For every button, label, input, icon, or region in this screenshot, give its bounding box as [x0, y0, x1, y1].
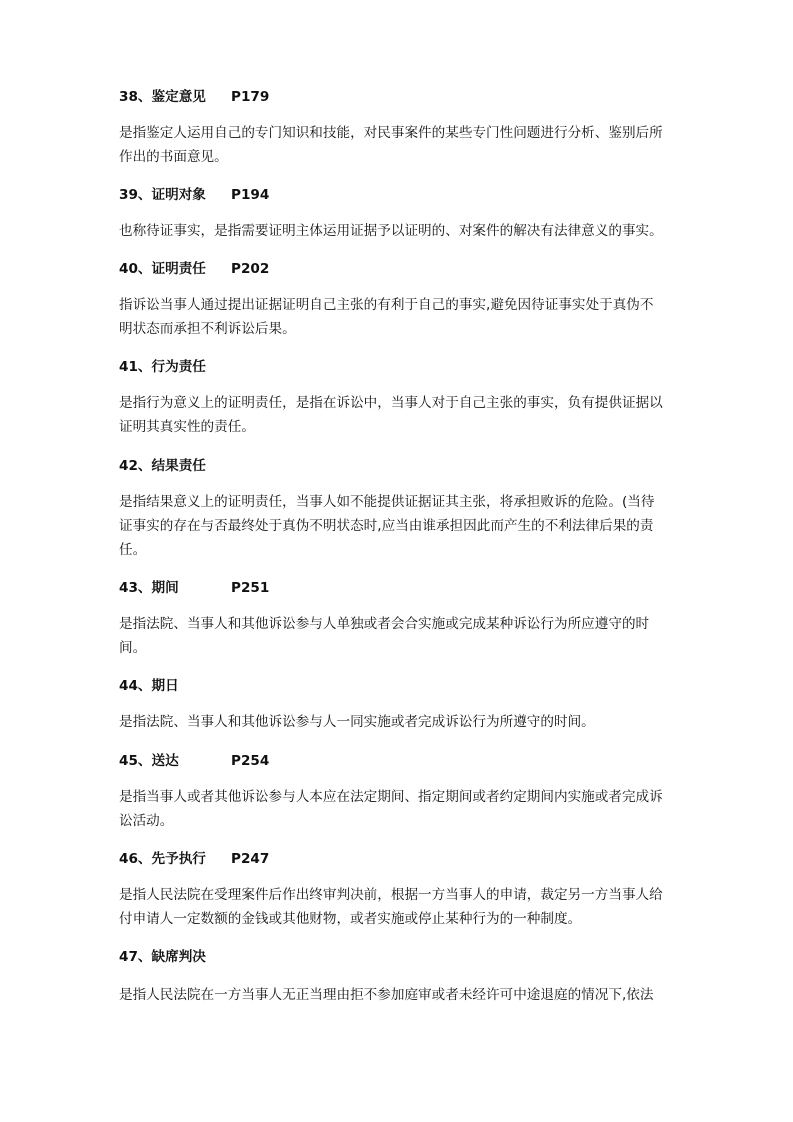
- definition-line: 是指当事人或者其他诉讼参与人本应在法定期间、指定期间或者约定期间内实施或者完成诉: [119, 789, 663, 805]
- term-page-ref: P194: [231, 187, 270, 203]
- definition-line: 是指法院、当事人和其他诉讼参与人单独或者会合实施或完成某种诉讼行为所应遵守的时: [119, 616, 650, 632]
- term-title: 41、行为责任: [119, 359, 206, 375]
- definition-line: 也称待证事实，是指需要证明主体运用证据予以证明的、对案件的解决有法律意义的事实。: [119, 223, 663, 239]
- term-page-ref: P202: [231, 261, 270, 277]
- definition-line: 付申请人一定数额的金钱或其他财物，或者实施或停止某种行为的一种制度。: [119, 911, 582, 927]
- definition-line: 明状态而承担不利诉讼后果。: [119, 321, 296, 337]
- definition-line: 间。: [119, 640, 147, 656]
- term-heading: [119, 948, 206, 966]
- definition-line: 是指结果意义上的证明责任，当事人如不能提供证据证其主张，将承担败诉的危险。(当待: [119, 494, 655, 510]
- definition-line: 是指人民法院在一方当事人无正当理由拒不参加庭审或者未经许可中途退庭的情况下,依法: [119, 987, 654, 1003]
- term-heading: [119, 850, 270, 868]
- term-title: 39、证明对象: [119, 187, 206, 203]
- definition-line: 是指人民法院在受理案件后作出终审判决前，根据一方当事人的申请，裁定另一方当事人给: [119, 887, 663, 903]
- term-title: 46、先予执行: [119, 851, 206, 867]
- term-heading: [119, 260, 270, 278]
- term-title: 38、鉴定意见: [119, 89, 206, 105]
- definition-line: 是指行为意义上的证明责任，是指在诉讼中，当事人对于自己主张的事实，负有提供证据以: [119, 395, 663, 411]
- term-title: 44、期日: [119, 678, 179, 694]
- term-page-ref: P179: [231, 89, 270, 105]
- term-page-ref: P254: [231, 753, 270, 769]
- term-title: 45、送达: [119, 753, 179, 769]
- definition-line: 是指鉴定人运用自己的专门知识和技能，对民事案件的某些专门性问题进行分析、鉴别后所: [119, 125, 663, 141]
- term-heading: [119, 579, 270, 597]
- term-title: 43、期间: [119, 580, 179, 596]
- term-heading: [119, 457, 206, 475]
- term-title: 40、证明责任: [119, 261, 206, 277]
- definition-line: 指诉讼当事人通过提出证据证明自己主张的有利于自己的事实,避免因待证事实处于真伪不: [119, 297, 654, 313]
- term-title: 47、缺席判决: [119, 949, 206, 965]
- term-heading: [119, 88, 270, 106]
- definition-line: 任。: [119, 542, 147, 558]
- term-heading: [119, 677, 179, 695]
- term-page-ref: P247: [231, 851, 270, 867]
- definition-line: 是指法院、当事人和其他诉讼参与人一同实施或者完成诉讼行为所遵守的时间。: [119, 714, 595, 730]
- term-heading: [119, 358, 206, 376]
- definition-line: 作出的书面意见。: [119, 149, 228, 165]
- definition-line: 证明其真实性的责任。: [119, 419, 255, 435]
- definition-line: 讼活动。: [119, 813, 174, 829]
- definition-line: 证事实的存在与否最终处于真伪不明状态时,应当由谁承担因此而产生的不利法律后果的责: [119, 518, 654, 534]
- term-heading: [119, 186, 270, 204]
- term-page-ref: P251: [231, 580, 270, 596]
- term-heading: [119, 752, 270, 770]
- term-title: 42、结果责任: [119, 458, 206, 474]
